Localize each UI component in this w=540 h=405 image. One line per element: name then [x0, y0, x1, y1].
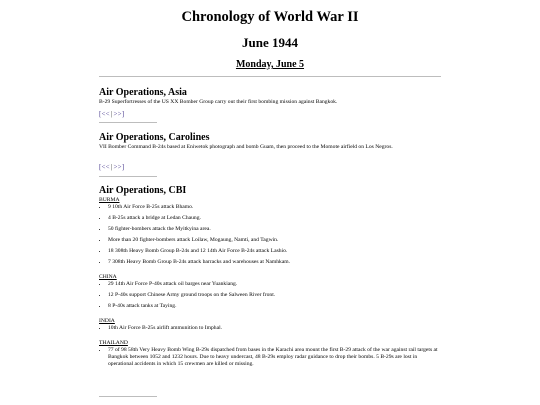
section-carolines: [99, 132, 439, 151]
nav-separator: |: [110, 110, 113, 118]
india-list: [99, 325, 439, 332]
day-heading: Monday, June 5: [235, 59, 305, 70]
region-label-burma: BURMA: [99, 197, 120, 203]
nav-links: [99, 163, 124, 171]
region-label-china: CHINA: [99, 274, 117, 280]
section-asia: [99, 87, 439, 106]
list-item: • 77 of 98 58th Very Heavy Bomb Wing B-29s dispatched from bases in the Karachi area mount the first B-29 attack of the war against rail targets at Bangkok between 1052 and 1232 hours. Due to heavy undercast, 48 B-29s employ radar guidance to drop their bombs. 5 B-29s are lost in operational accidents in which 15 crewmen are killed or missing.: [108, 347, 439, 368]
prev-link[interactable]: [<<: [99, 163, 110, 171]
prev-link[interactable]: [<<: [99, 110, 110, 118]
list-item: • 8 P-40s attack tanks at Taying.: [108, 303, 439, 310]
list-item: • 9 10th Air Force B-25s attack Bhamo.: [108, 204, 439, 211]
list-item: • 29 14th Air Force P-40s attack oil barges near Yuankiang.: [108, 281, 439, 288]
short-divider: [99, 122, 157, 123]
list-item: • 12 P-40s support Chinese Army ground troops on the Salween River front.: [108, 292, 439, 299]
region-label-thailand: THAILAND: [99, 340, 128, 346]
next-link[interactable]: >>]: [113, 110, 125, 118]
section-body: B-29 Superfortresses of the US XX Bomber Group carry out their first bombing mission against Bangkok.: [99, 99, 338, 105]
page-subtitle: June 1944: [242, 35, 298, 50]
section-body: VII Bomber Command B-24s based at Eniwetok photograph and bomb Guam, then proceed to the Momote airfield on Los Negros.: [99, 144, 393, 150]
thailand-list: [99, 347, 439, 368]
list-item: • 10th Air Force B-25s airlift ammunition to Imphal.: [108, 325, 439, 332]
china-list: [99, 281, 439, 310]
section-heading: Air Operations, Carolines: [99, 132, 210, 143]
list-item: • 18 308th Heavy Bomb Group B-24s and 12 14th Air Force B-24s attack Lashio.: [108, 248, 439, 255]
list-item: • More than 20 fighter-bombers attack Loilaw, Mogaung, Namti, and Tagwin.: [108, 237, 439, 244]
section-cbi: [99, 185, 439, 368]
list-item: • 4 B-25s attack a bridge at Ledan Chaung.: [108, 215, 439, 222]
divider: [99, 76, 441, 77]
region-label-india: INDIA: [99, 318, 115, 324]
short-divider: [99, 176, 157, 177]
nav-separator: |: [110, 163, 113, 171]
list-item: • 7 308th Heavy Bomb Group B-24s attack barracks and warehouses at Namhkam.: [108, 259, 439, 266]
short-divider: [99, 396, 157, 397]
page-title: Chronology of World War II: [181, 9, 359, 25]
section-heading: Air Operations, Asia: [99, 87, 187, 98]
nav-links: [99, 110, 124, 118]
next-link[interactable]: >>]: [113, 163, 125, 171]
section-heading: Air Operations, CBI: [99, 185, 187, 196]
list-item: • 50 fighter-bombers attack the Myitkyina area.: [108, 226, 439, 233]
burma-list: [99, 204, 439, 266]
